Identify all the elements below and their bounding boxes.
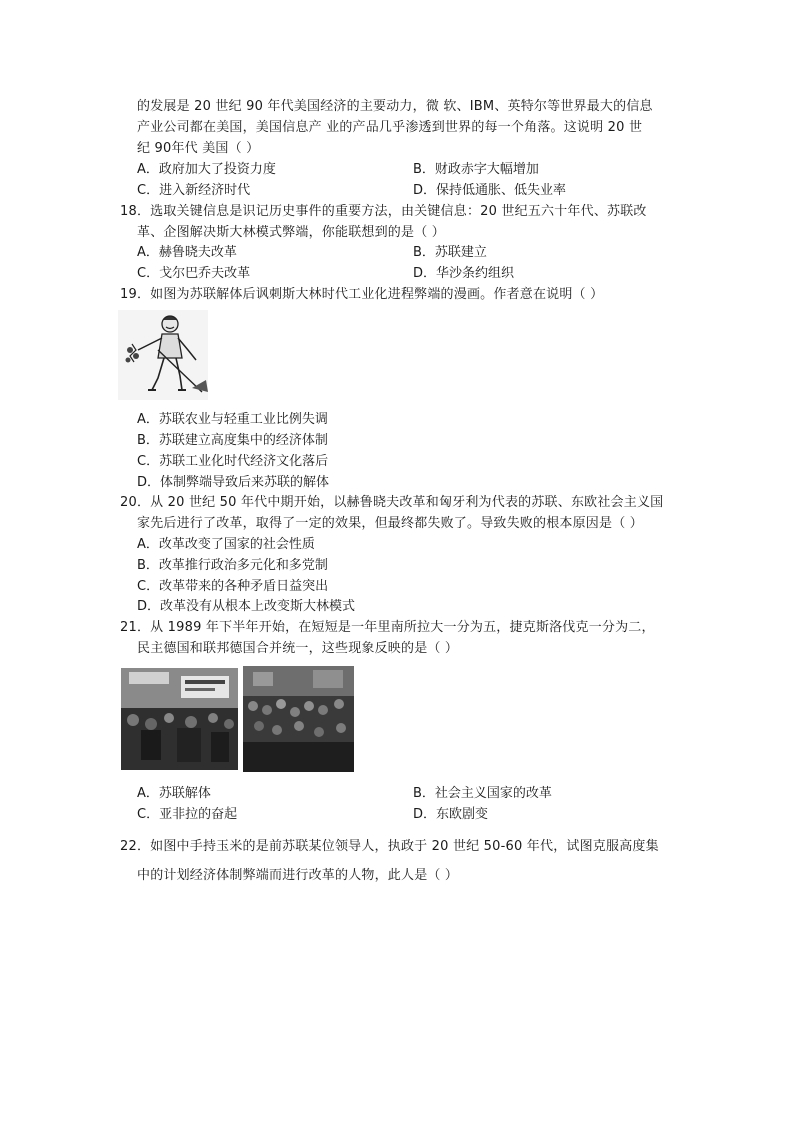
q17-option-a: A．政府加大了投资力度 [137,162,276,177]
q17-stem-line-1: 的发展是 20 世纪 90 年代美国经济的主要动力，微 软、IBM、英特尔等世界最大的信息 [137,99,653,114]
q20-option-c: C．改革带来的各种矛盾日益突出 [137,579,329,594]
crowd-photo-left [121,668,238,770]
crowd-photo-right [243,666,354,772]
q21-option-d: D．东欧剧变 [413,807,489,822]
q18-option-a: A．赫鲁晓夫改革 [137,245,237,260]
q17-stem-line-3: 纪 90年代 美国（ ） [137,141,260,156]
cartoon-figure [118,310,208,400]
q19-option-d: D．体制弊端导致后来苏联的解体 [137,475,330,490]
crowd-photo-right-image [243,666,354,772]
q19-option-c: C．苏联工业化时代经济文化落后 [137,454,329,469]
q21-option-b: B．社会主义国家的改革 [413,786,552,801]
q20-option-a: A．改革改变了国家的社会性质 [137,537,315,552]
q21-option-c: C．亚非拉的奋起 [137,807,238,822]
q20-stem-line-1: 20．从 20 世纪 50 年代中期开始，以赫鲁晓夫改革和匈牙利为代表的苏联、东欧社会主义国 [120,495,664,510]
q19-option-b: B．苏联建立高度集中的经济体制 [137,433,328,448]
q20-option-b: B．改革推行政治多元化和多党制 [137,558,328,573]
q22-stem-line-1: 22．如图中手持玉米的是前苏联某位领导人，执政于 20 世纪 50-60 年代，试图克服高度集 [120,839,659,854]
q20-stem-line-2: 家先后进行了改革，取得了一定的效果，但最终都失败了。导致失败的根本原因是（ ） [137,516,643,531]
q21-option-a: A．苏联解体 [137,786,211,801]
q20-option-d: D．改革没有从根本上改变斯大林模式 [137,599,356,614]
q19-option-a: A．苏联农业与轻重工业比例失调 [137,412,328,427]
q18-option-b: B．苏联建立 [413,245,487,260]
q18-stem-line-2: 革、企图解决斯大林模式弊端，你能联想到的是（ ） [137,225,445,240]
q18-stem-line-1: 18．选取关键信息是识记历史事件的重要方法，由关键信息：20 世纪五六十年代、苏联改 [120,204,647,219]
cartoon-illustration [118,310,208,400]
q21-stem-line-1: 21．从 1989 年下半年开始，在短短是一年里南所拉大一分为五，捷克斯洛伐克一分为二， [120,620,655,635]
crowd-photo-left-image [121,668,238,770]
q19-stem-line-1: 19．如图为苏联解体后讽刺斯大林时代工业化进程弊端的漫画。作者意在说明（ ） [120,287,604,302]
q17-stem-line-2: 产业公司都在美国，美国信息产 业的产品几乎渗透到世界的每一个角落。这说明 20 世 [137,120,643,135]
q18-option-c: C．戈尔巴乔夫改革 [137,266,251,281]
q18-option-d: D．华沙条约组织 [413,266,515,281]
q21-stem-line-2: 民主德国和联邦德国合并统一，这些现象反映的是（ ） [137,641,459,656]
q17-option-d: D．保持低通胀、低失业率 [413,183,567,198]
q22-stem-line-2: 中的计划经济体制弊端而进行改革的人物，此人是（ ） [137,868,459,883]
q17-option-c: C．进入新经济时代 [137,183,251,198]
q17-option-b: B．财政赤字大幅增加 [413,162,539,177]
